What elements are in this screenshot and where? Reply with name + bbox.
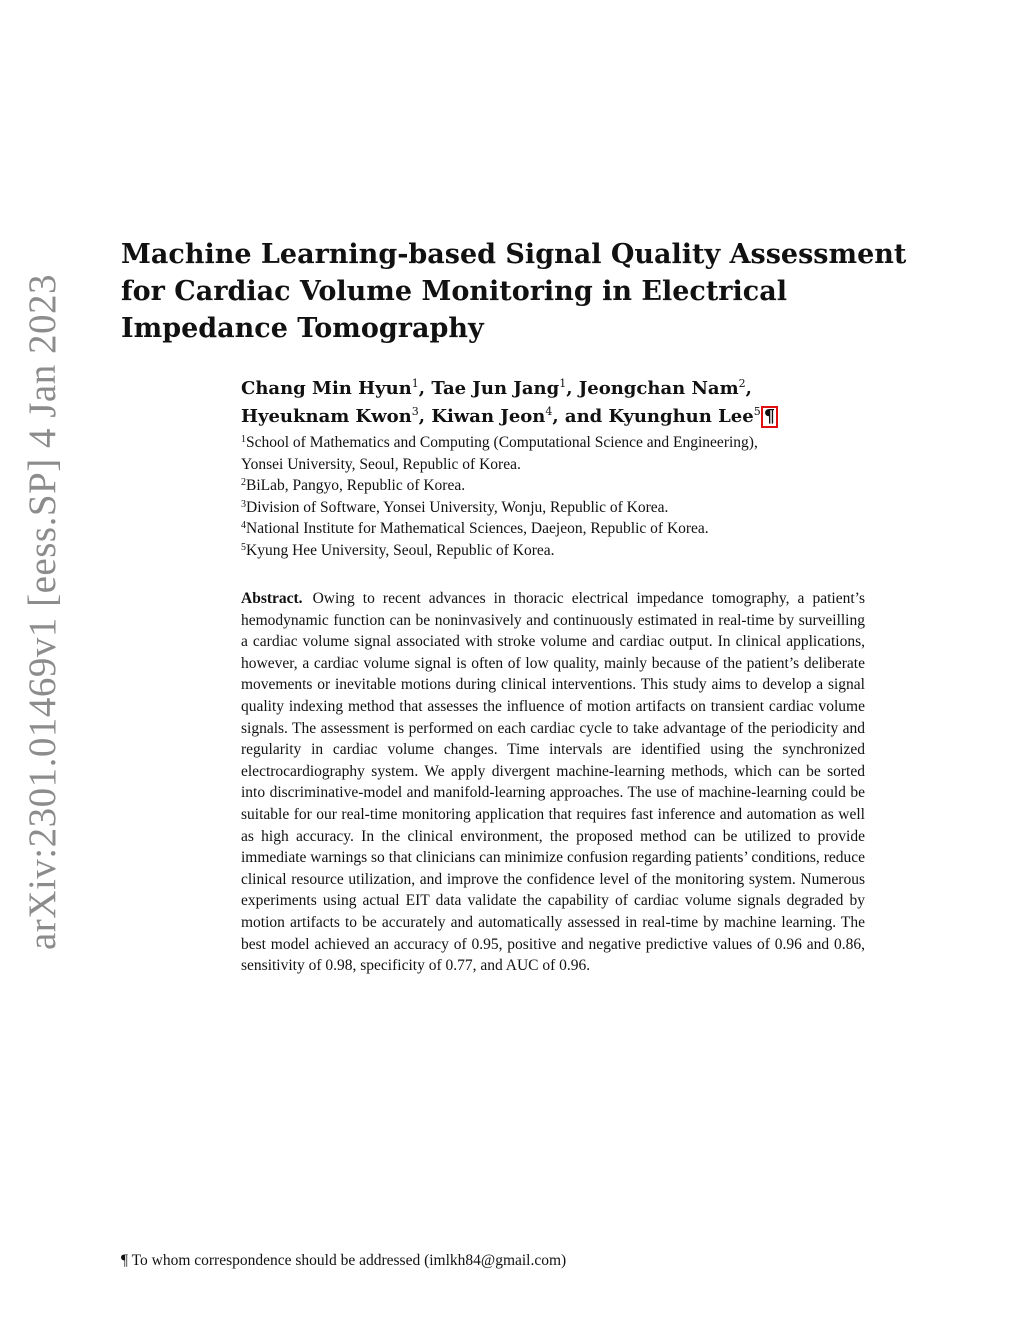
author-name: Chang Min Hyun	[241, 378, 412, 399]
author-name: Kiwan Jeon	[431, 406, 546, 427]
affiliation-text: Yonsei University, Seoul, Republic of Korea.	[241, 455, 521, 473]
affiliation-item	[241, 497, 758, 519]
affiliation-item	[241, 454, 758, 476]
arxiv-identifier-stamp: arXiv:2301.01469v1 [eess.SP] 4 Jan 2023	[21, 274, 64, 950]
affiliation-list	[241, 432, 758, 562]
title-line: Impedance Tomography	[121, 313, 484, 344]
title-line: for Cardiac Volume Monitoring in Electrical	[121, 276, 787, 307]
affiliation-text: National Institute for Mathematical Sciences, Daejeon, Republic of Korea.	[246, 520, 709, 538]
affiliation-text: Division of Software, Yonsei University, Wonju, Republic of Korea.	[246, 498, 669, 516]
paper-title	[121, 236, 907, 347]
affiliation-number: 4	[241, 520, 246, 532]
affiliation-marker: 5	[753, 405, 761, 418]
abstract-label: Abstract.	[241, 590, 303, 607]
author-line	[241, 403, 778, 431]
author-separator: ,	[418, 378, 432, 399]
abstract-body: Owing to recent advances in thoracic electrical impedance tomography, a patient’s hemodynamic function can be noninvasively and continuously estimated in real-time by surveilling a cardiac volume signal associated with stroke volume and cardiac output. In clinical applications, however, a cardiac volume signal is often of low quality, mainly because of the patient’s deliberate movements or inevitable motions during clinical interventions. This study aims to develop a signal quality indexing method that assesses the influence of motion artifacts on transient cardiac volume signals. The assessment is performed on each cardiac cycle to take advantage of the periodicity and regularity in cardiac volume changes. Time intervals are identified using the synchronized electrocardiography system. We apply divergent machine-learning methods, which can be sorted into discriminative-model and manifold-learning approaches. The use of machine-learning could be suitable for our real-time monitoring application that requires fast inference and automation as well as high accuracy. In the clinical environment, the proposed method can be utilized to provide immediate warnings so that clinicians can minimize confusion regarding patients’ conditions, reduce clinical resource utilization, and improve the confidence level of the monitoring system. Numerous experiments using actual EIT data validate the capability of cardiac volume signals degraded by motion artifacts to be accurately and automatically assessed in real-time by machine learning. The best model achieved an accuracy of 0.95, positive and negative predictive values of 0.96 and 0.86, sensitivity of 0.98, specificity of 0.77, and AUC of 0.96.	[241, 590, 865, 975]
author-separator: , and	[552, 406, 609, 427]
affiliation-number: 1	[241, 434, 246, 445]
correspondence-footnote-link[interactable]: ¶	[761, 406, 778, 428]
affiliation-number: 5	[241, 541, 246, 553]
affiliation-item	[241, 475, 758, 497]
author-line	[241, 375, 778, 403]
affiliation-item	[241, 518, 758, 540]
affiliation-marker: 1	[559, 377, 567, 390]
author-name: Tae Jun Jang	[431, 378, 560, 399]
title-line: Machine Learning-based Signal Quality Assessment	[121, 239, 907, 270]
affiliation-item	[241, 540, 758, 562]
affiliation-number: 3	[241, 498, 246, 510]
affiliation-item	[241, 432, 758, 454]
author-separator: ,	[566, 378, 579, 399]
affiliation-text: Kyung Hee University, Seoul, Republic of Korea.	[246, 541, 555, 559]
author-name: Kyunghun Lee	[608, 406, 754, 427]
affiliation-number: 2	[241, 477, 246, 489]
affiliation-text: School of Mathematics and Computing (Computational Science and Engineering),	[246, 434, 758, 451]
affiliation-marker: 2	[738, 377, 746, 390]
author-separator: ,	[745, 378, 752, 399]
author-name: Hyeuknam Kwon	[241, 406, 412, 427]
author-list	[241, 375, 778, 431]
author-name: Jeongchan Nam	[578, 378, 739, 399]
abstract	[241, 588, 865, 977]
affiliation-marker: 1	[411, 377, 419, 390]
correspondence-footnote: ¶ To whom correspondence should be addressed (imlkh84@gmail.com)	[121, 1252, 567, 1269]
affiliation-marker: 4	[545, 405, 553, 418]
author-separator: ,	[418, 406, 432, 427]
affiliation-text: BiLab, Pangyo, Republic of Korea.	[246, 477, 466, 495]
affiliation-marker: 3	[411, 405, 419, 418]
